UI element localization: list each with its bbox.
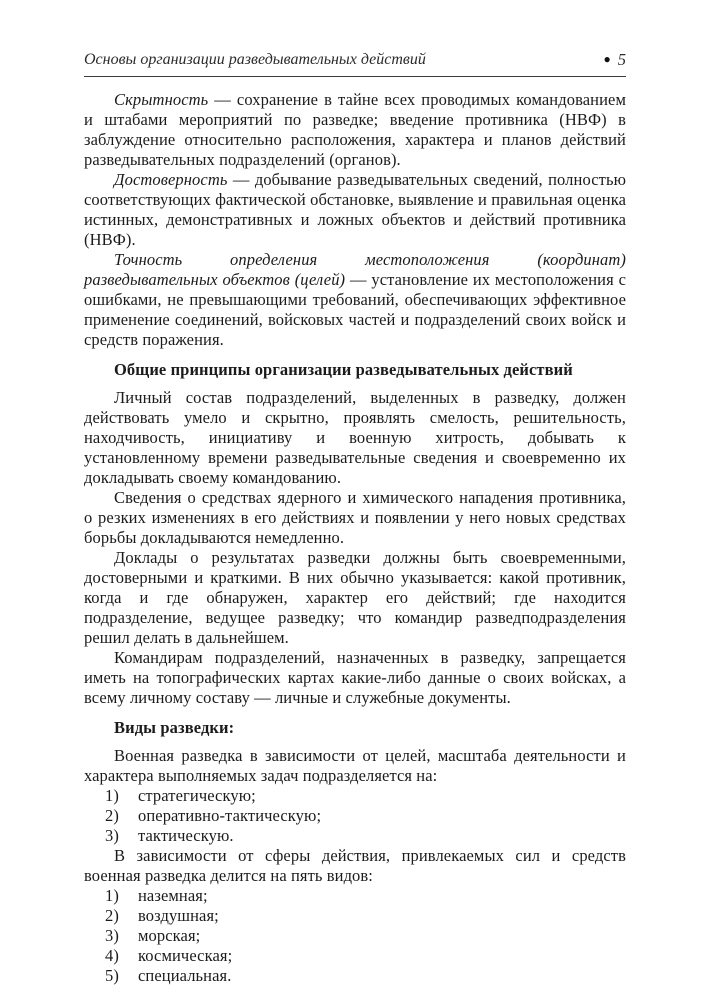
paragraph-reports: Доклады о результатах разведки должны быть своевременными, достоверными и краткими. В них обычно указывается: какой противник, когда и где обнаружен, характер его действий; где находится подразделение, ведущее разведку; что командир разведподразделения решил делать в дальнейшем. — [84, 548, 626, 647]
bullet-icon: ● — [603, 52, 611, 66]
paragraph-text: — сохранение в тайне всех проводимых командованием и штабами мероприятий по разведке; введение противника (НВФ) в заблуждение относительно расположения, характера и планов действий разведывательных подразделений (органов). — [84, 90, 626, 169]
term-tochnost: Точность определения местоположения (координат) разведывательных объектов (целей) — [84, 250, 626, 289]
list-item-text: наземная; — [138, 886, 208, 905]
paragraph-commanders: Командирам подразделений, назначенных в разведку, запрещается иметь на топографических картах какие-либо данные о своих войсках, а всему личному составу — личные и служебные документы. — [84, 648, 626, 707]
list-item-number: 1) — [105, 786, 119, 805]
list-item-number: 2) — [105, 806, 119, 825]
list-recon-levels — [84, 786, 626, 846]
list-item-number: 3) — [105, 926, 119, 945]
paragraph-personnel: Личный состав подразделений, выделенных в разведку, должен действовать умело и скрытно, проявлять смелость, решительность, находчивость, инициативу и военную хитрость, добывать к установленному времени разведывательные сведения и своевременно их докладывать своему командованию. — [84, 388, 626, 487]
list-item-number: 3) — [105, 826, 119, 845]
page-folio — [604, 50, 627, 70]
running-header-title: Основы организации разведывательных действий — [84, 51, 426, 68]
list-item — [84, 906, 626, 926]
list-item-number: 1) — [105, 886, 119, 905]
list-item — [84, 826, 626, 846]
list-item — [84, 946, 626, 966]
list-recon-kinds — [84, 886, 626, 986]
page-content — [84, 50, 626, 986]
list-item — [84, 966, 626, 986]
list-item-text: морская; — [138, 926, 201, 945]
term-dostovernost: Достоверность — [114, 170, 228, 189]
list-item-text: оперативно-тактическую; — [138, 806, 322, 825]
paragraph-dostovernost — [84, 170, 626, 250]
list-item-text: тактическую. — [138, 826, 234, 845]
list-item-text: космическая; — [138, 946, 233, 965]
paragraph-tochnost — [84, 250, 626, 350]
list-item-number: 4) — [105, 946, 119, 965]
paragraph-text: — установление их местоположения с ошибками, не превышающими требований, обеспечивающих эффективное применение соединений, войсковых частей и подразделений своих войск и средств поражения. — [84, 270, 626, 349]
paragraph-skrytnost — [84, 90, 626, 170]
list-item-number: 2) — [105, 906, 119, 925]
paragraph-sphere: В зависимости от сферы действия, привлекаемых сил и средств военная разведка делится на пять видов: — [84, 846, 626, 885]
list-item — [84, 806, 626, 826]
paragraph-text: — добывание разведывательных сведений, полностью соответствующих фактической обстановке, выявление и правильная оценка истинных, демонстративных и ложных объектов и действий противника (НВФ). — [84, 170, 626, 249]
list-item-text: воздушная; — [138, 906, 219, 925]
list-item — [84, 786, 626, 806]
paragraph-military-recon: Военная разведка в зависимости от целей, масштаба деятельности и характера выполняемых задач подразделяется на: — [84, 746, 626, 785]
running-header — [84, 50, 626, 77]
page-number: 5 — [617, 50, 626, 69]
list-item-text: специальная. — [138, 966, 232, 985]
list-item — [84, 926, 626, 946]
section-heading-principles: Общие принципы организации разведывательных действий — [114, 360, 573, 379]
body-text — [84, 90, 626, 986]
section-heading-types: Виды разведки: — [114, 718, 235, 737]
paragraph-nuclear-info: Сведения о средствах ядерного и химического нападения противника, о резких изменениях в его действиях и появлении у него новых средствах борьбы докладываются немедленно. — [84, 488, 626, 547]
term-skrytnost: Скрытность — [114, 90, 209, 109]
list-item — [84, 886, 626, 906]
list-item-number: 5) — [105, 966, 119, 985]
list-item-text: стратегическую; — [138, 786, 256, 805]
